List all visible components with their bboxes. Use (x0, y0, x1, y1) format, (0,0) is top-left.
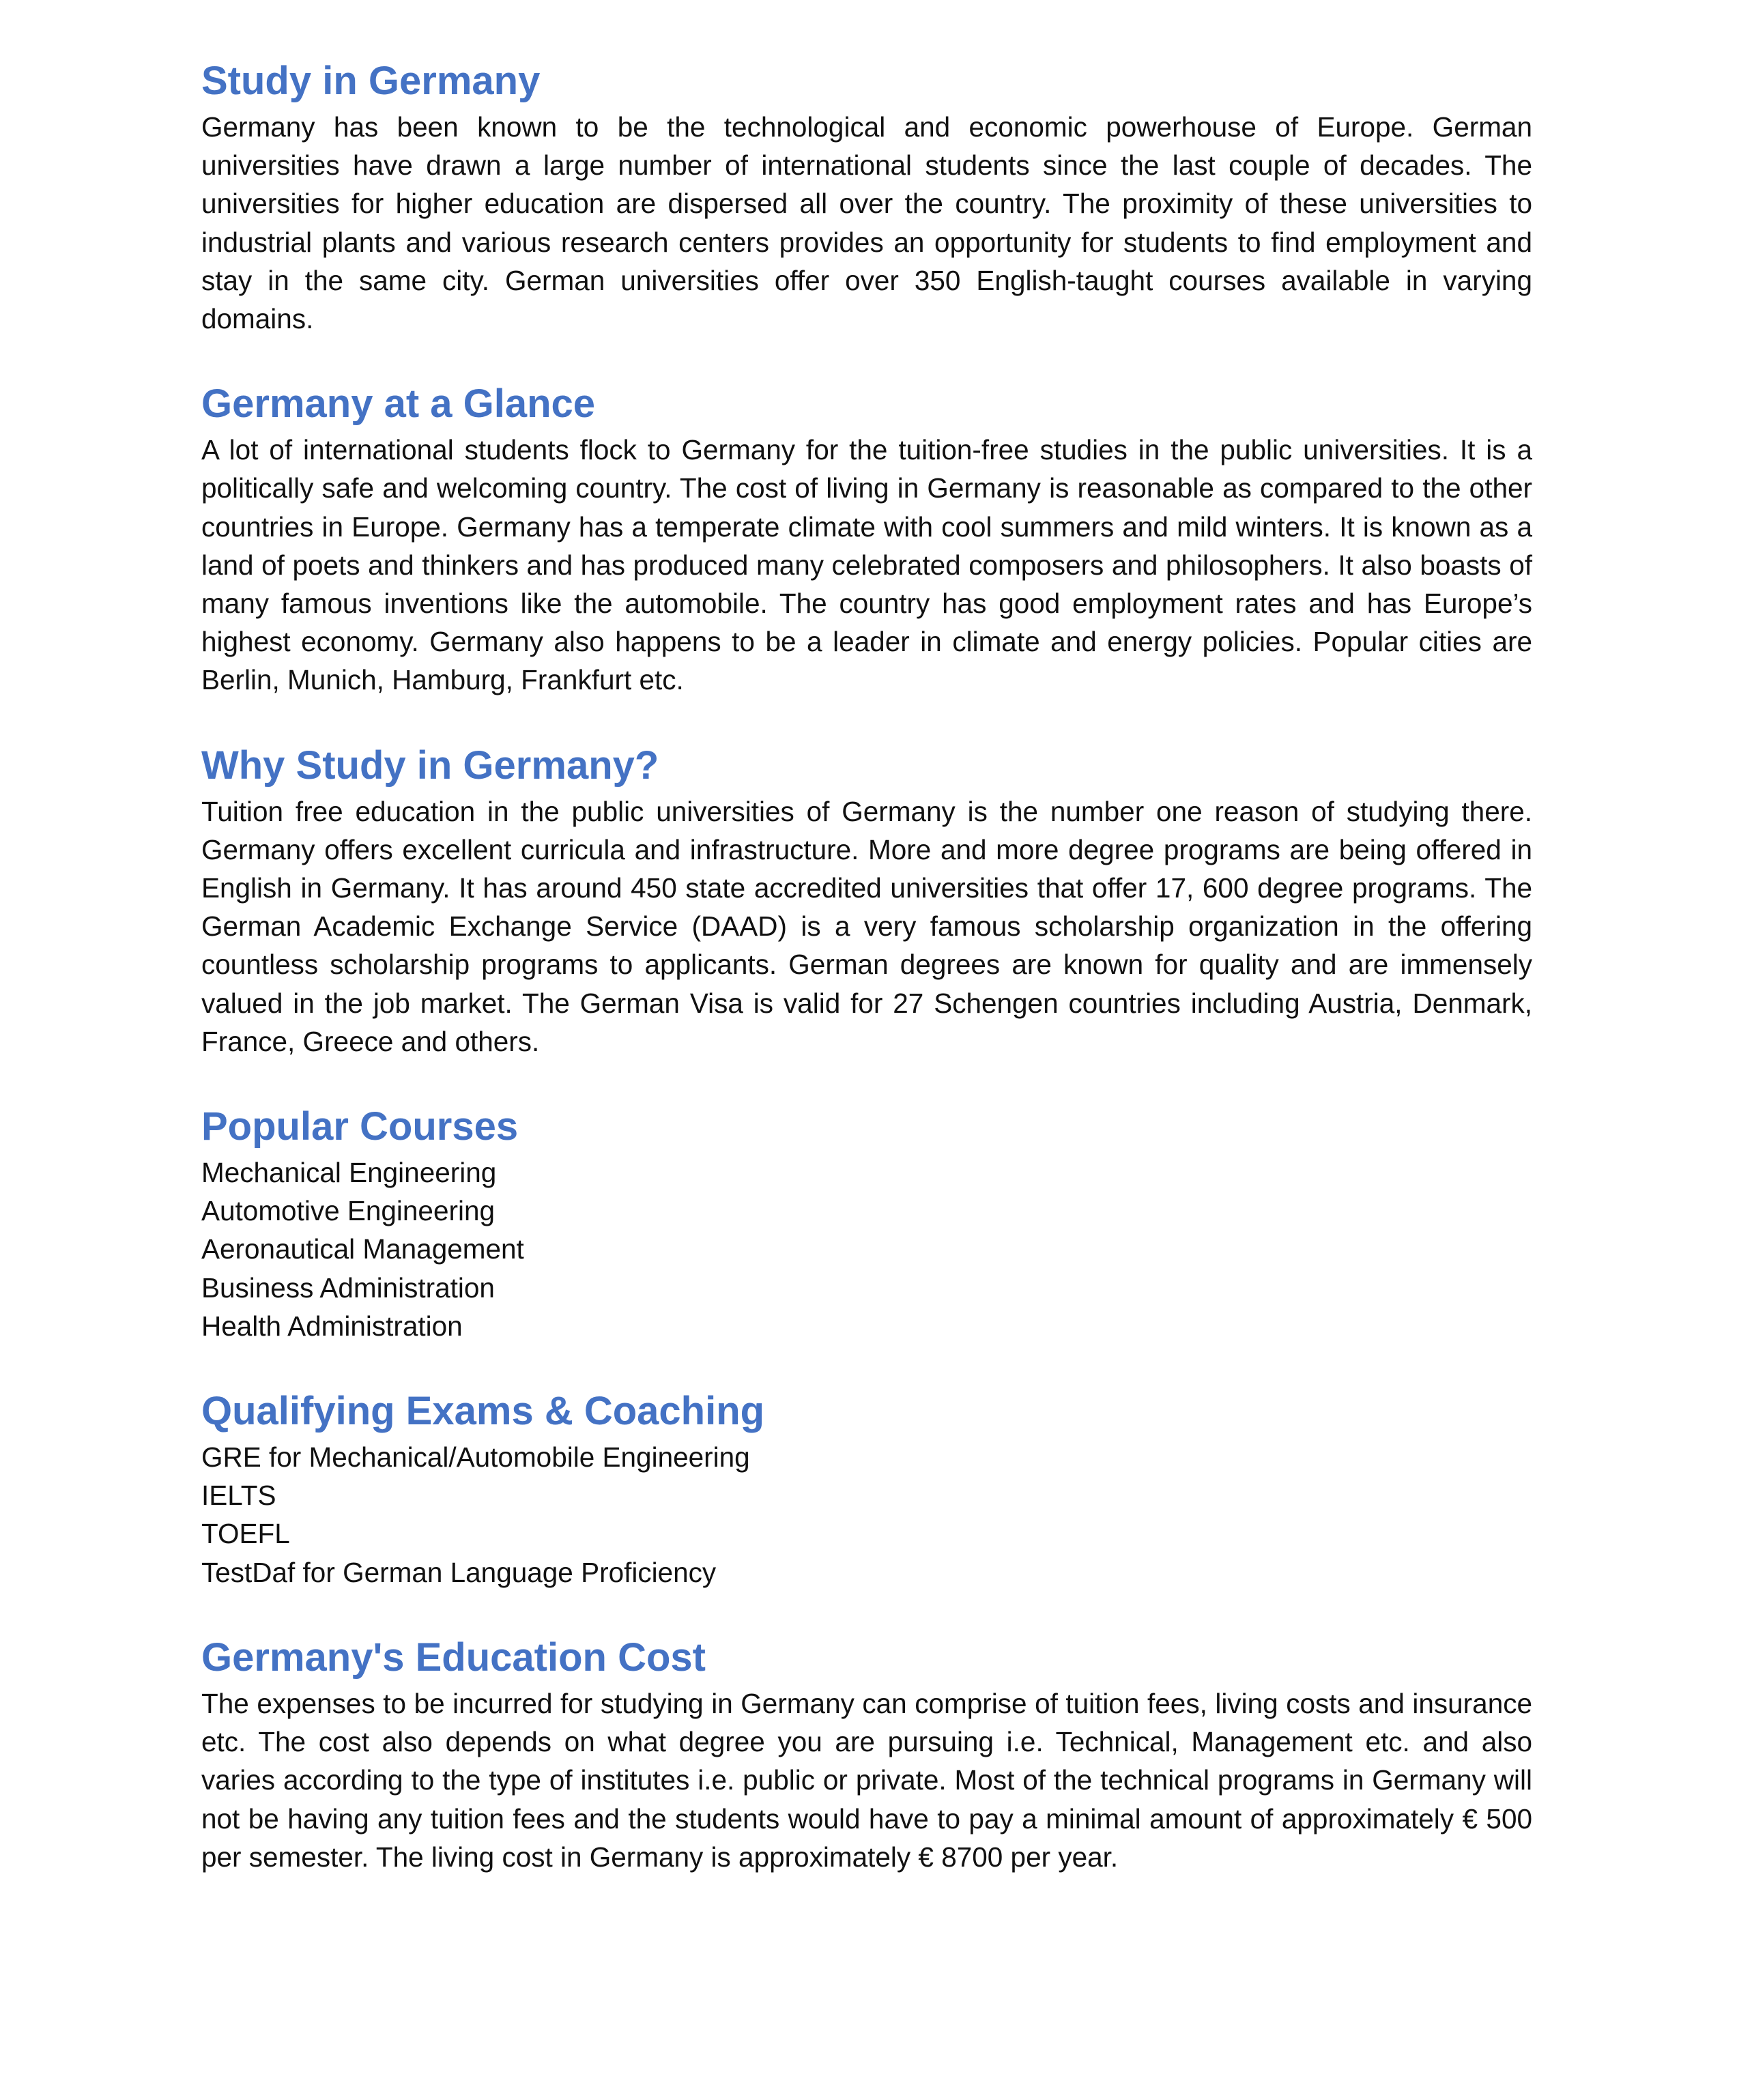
section-heading: Why Study in Germany? (201, 743, 659, 788)
list-item: Health Administration (201, 1310, 463, 1342)
section-heading: Study in Germany (201, 59, 541, 103)
list-item: Aeronautical Management (201, 1233, 524, 1265)
section-heading: Popular Courses (201, 1104, 519, 1149)
section-heading: Germany at a Glance (201, 382, 596, 427)
list-item: TOEFL (201, 1518, 290, 1550)
section-qualifying-exams (201, 1385, 1532, 1592)
section-paragraph: Germany has been known to be the technological and economic powerhouse of Europe. German universities have drawn a large number of international students since the last couple of decades. The universities for higher education are dispersed all over the country. The proximity of these universities to industrial plants and various research centers provides an opportunity for students to find employment and stay in the same city. German universities offer over 350 English-taught courses available in varying domains. (201, 111, 1532, 335)
section-paragraph: The expenses to be incurred for studying in Germany can comprise of tuition fees, living costs and insurance etc. The cost also depends on what degree you are pursuing i.e. Technical, Management etc. and also varies according to the type of institutes i.e. public or private. Most of the technical programs in Germany will not be having any tuition fees and the students would have to pay a minimal amount of approximately € 500 per semester. The living cost in Germany is approximately € 8700 per year. (201, 1687, 1532, 1873)
section-why-study-in-germany (201, 739, 1532, 1061)
list-item: Automotive Engineering (201, 1195, 496, 1227)
exams-list (201, 1438, 1532, 1592)
list-item: TestDaf for German Language Proficiency (201, 1556, 717, 1588)
list-item: GRE for Mechanical/Automobile Engineering (201, 1441, 750, 1473)
list-item: IELTS (201, 1480, 276, 1512)
section-heading: Germany's Education Cost (201, 1635, 706, 1680)
section-popular-courses (201, 1100, 1532, 1345)
list-item: Mechanical Engineering (201, 1157, 497, 1189)
document-page (201, 55, 1532, 1876)
list-item: Business Administration (201, 1271, 495, 1304)
courses-list (201, 1153, 1532, 1345)
section-heading: Qualifying Exams & Coaching (201, 1389, 765, 1434)
section-paragraph: A lot of international students flock to Germany for the tuition-free studies in the public universities. It is a politically safe and welcoming country. The cost of living in Germany is reasonable as compared to the other countries in Europe. Germany has a temperate climate with cool summers and mild winters. It is known as a land of poets and thinkers and has produced many celebrated composers and philosophers. It also boasts of many famous inventions like the automobile. The country has good employment rates and has Europe’s highest economy. Germany also happens to be a leader in climate and energy policies. Popular cities are Berlin, Munich, Hamburg, Frankfurt etc. (201, 434, 1532, 696)
section-study-in-germany (201, 55, 1532, 338)
section-paragraph: Tuition free education in the public universities of Germany is the number one reason of studying there. Germany offers excellent curricula and infrastructure. More and more degree programs are being offered in English in Germany. It has around 450 state accredited universities that offer 17, 600 degree programs. The German Academic Exchange Service (DAAD) is a very famous scholarship organization in the offering countless scholarship programs to applicants. German degrees are known for quality and are immensely valued in the job market. The German Visa is valid for 27 Schengen countries including Austria, Denmark, France, Greece and others. (201, 795, 1532, 1057)
section-education-cost (201, 1631, 1532, 1876)
section-germany-at-a-glance (201, 377, 1532, 699)
